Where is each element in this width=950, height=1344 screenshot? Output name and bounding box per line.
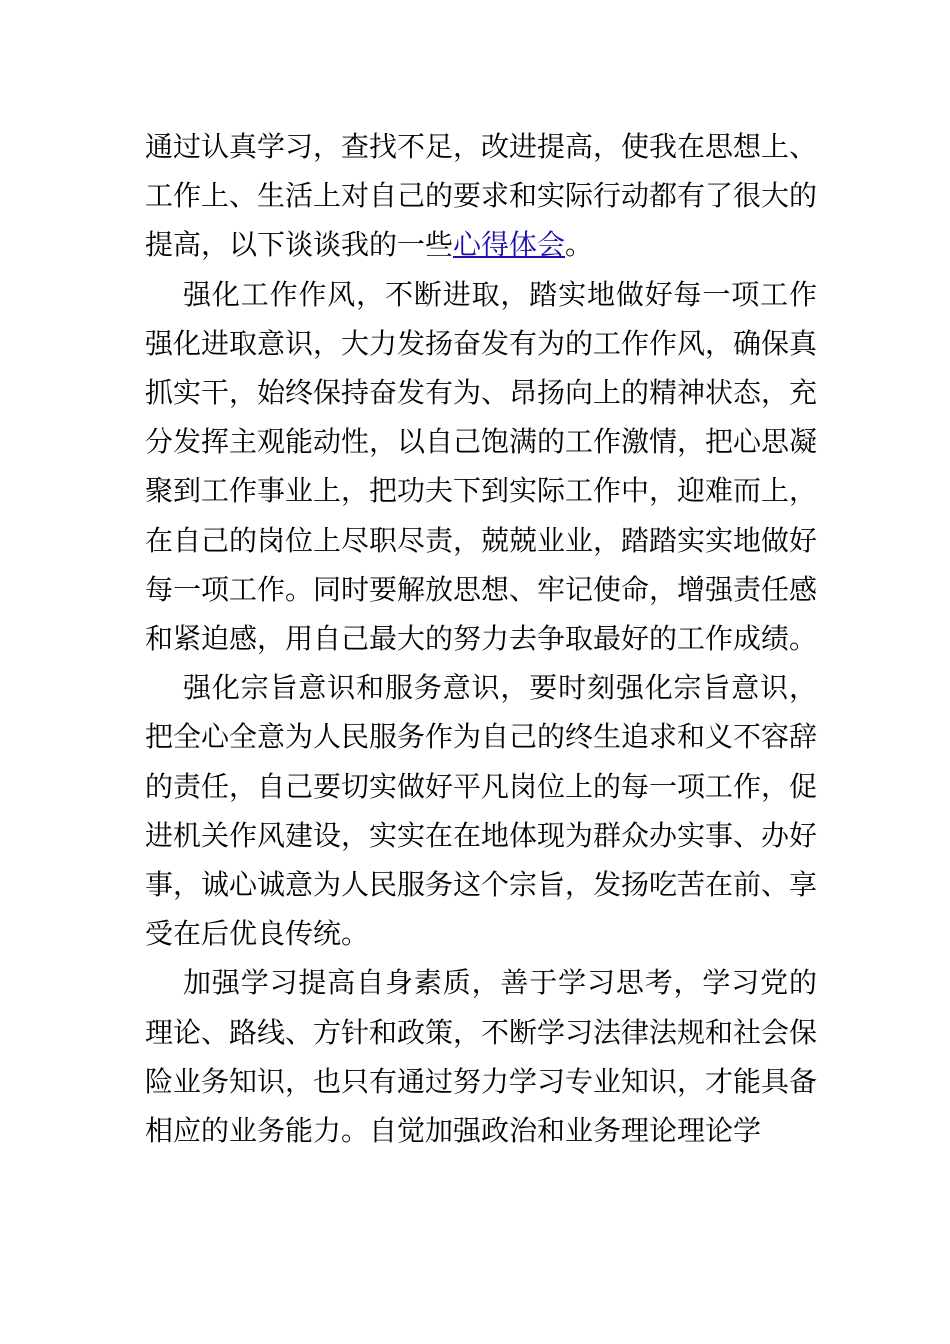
paragraph-study-quality: 加强学习提高自身素质，善于学习思考，学习党的理论、路线、方针和政策，不断学习法律法规和社会保险业务知识，也只有通过努力学习专业知识，才能具备相应的业务能力。自觉加强政治和业务理论理论学: [145, 966, 818, 1148]
link-xinde-tihui[interactable]: 心得体会: [453, 228, 566, 262]
document-body: [145, 122, 817, 1155]
paragraph-service-awareness: 强化宗旨意识和服务意识，要时刻强化宗旨意识，把全心全意为人民服务作为自己的终生追求和义不容辞的责任，自己要切实做好平凡岗位上的每一项工作，促进机关作风建设，实实在在地体现为群众办实事、办好事，诚心诚意为人民服务这个宗旨，发扬吃苦在前、享受在后优良传统。: [145, 671, 818, 951]
paragraph-work-style: 强化工作作风，不断进取，踏实地做好每一项工作强化进取意识，大力发扬奋发有为的工作作风，确保真抓实干，始终保持奋发有为、昂扬向上的精神状态，充分发挥主观能动性，以自己饱满的工作激情，把心思凝聚到工作事业上，把功夫下到实际工作中，迎难而上，在自己的岗位上尽职尽责，兢兢业业，踏踏实实地做好每一项工作。同时要解放思想、牢记使命，增强责任感和紧迫感，用自己最大的努力去争取最好的工作成绩。: [145, 277, 818, 656]
paragraph-intro-text: 通过认真学习，查找不足，改进提高，使我在思想上、工作上、生活上对自己的要求和实际行动都有了很大的提高，以下谈谈我的一些: [145, 130, 818, 262]
paragraph-intro-end: 。: [565, 228, 594, 262]
paragraph-intro: [145, 122, 817, 270]
